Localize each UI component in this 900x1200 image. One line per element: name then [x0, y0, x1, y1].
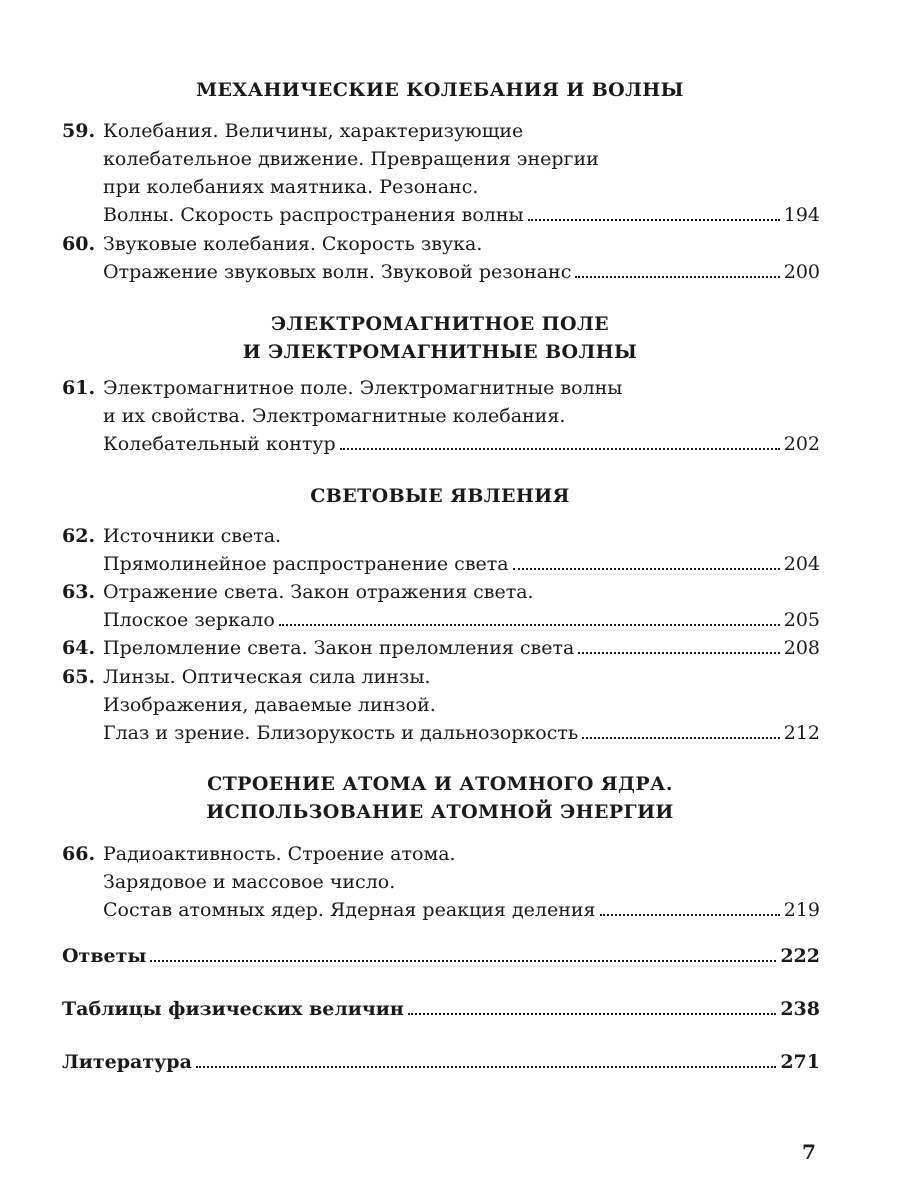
- entry-number: 63.: [62, 581, 96, 603]
- entry-number: 65.: [62, 666, 96, 688]
- entry-number: 61.: [62, 377, 96, 399]
- toc-entry-65[interactable]: [103, 719, 820, 747]
- toc-entry-answers[interactable]: [62, 942, 820, 970]
- dot-leader: [196, 1049, 776, 1068]
- toc-entry-61[interactable]: [103, 430, 820, 458]
- page-reference: 212: [783, 722, 820, 744]
- page-reference: 205: [783, 609, 820, 631]
- section-heading: МЕХАНИЧЕСКИЕ КОЛЕБАНИЯ И ВОЛНЫ: [196, 79, 684, 101]
- entry-text-line: Зарядовое и массовое число.: [103, 871, 396, 893]
- page-reference: 208: [783, 637, 820, 659]
- entry-text-line: Электромагнитное поле. Электромагнитные волны: [103, 377, 623, 399]
- toc-entry-63[interactable]: [103, 606, 820, 634]
- entry-text-line: Радиоактивность. Строение атома.: [103, 843, 456, 865]
- dot-leader: [582, 720, 780, 739]
- page-number: 7: [802, 1140, 816, 1164]
- page-reference: 202: [783, 433, 820, 455]
- entry-text-line: Преломление света. Закон преломления света: [103, 637, 575, 659]
- toc-entry-66[interactable]: [103, 896, 820, 924]
- entry-number: 66.: [62, 843, 96, 865]
- dot-leader: [150, 943, 776, 962]
- toc-entry-64[interactable]: [103, 634, 820, 662]
- entry-text-line: Отражение света. Закон отражения света.: [103, 581, 534, 603]
- entry-text-line: и их свойства. Электромагнитные колебания.: [103, 405, 566, 427]
- entry-text-line: Изображения, даваемые линзой.: [103, 694, 436, 716]
- toc-entry-62[interactable]: [103, 550, 820, 578]
- entry-text-line: Источники света.: [103, 525, 282, 547]
- entry-text-line: Глаз и зрение. Близорукость и дальнозоркость: [103, 722, 579, 744]
- back-matter-title: Литература: [62, 1051, 192, 1073]
- toc-entry-literature[interactable]: [62, 1048, 820, 1076]
- back-matter-title: Ответы: [62, 945, 147, 967]
- entry-text-line: Линзы. Оптическая сила линзы.: [103, 666, 431, 688]
- entry-number: 59.: [62, 120, 96, 142]
- toc-entry-59[interactable]: [103, 201, 820, 229]
- entry-number: 62.: [62, 525, 96, 547]
- page-reference: 200: [783, 261, 820, 283]
- dot-leader: [528, 202, 780, 221]
- entry-text-line: при колебаниях маятника. Резонанс.: [103, 176, 479, 198]
- entry-number: 64.: [62, 637, 96, 659]
- section-heading: ИСПОЛЬЗОВАНИЕ АТОМНОЙ ЭНЕРГИИ: [206, 801, 674, 823]
- entry-text-line: Звуковые колебания. Скорость звука.: [103, 233, 483, 255]
- section-heading: ЭЛЕКТРОМАГНИТНОЕ ПОЛЕ: [270, 313, 610, 335]
- dot-leader: [600, 897, 780, 916]
- back-matter-title: Таблицы физических величин: [62, 998, 404, 1020]
- entry-text-line: Плоское зеркало: [103, 609, 275, 631]
- dot-leader: [513, 551, 780, 570]
- dot-leader: [408, 996, 777, 1015]
- entry-text-line: Волны. Скорость распространения волны: [103, 204, 524, 226]
- section-heading: И ЭЛЕКТРОМАГНИТНЫЕ ВОЛНЫ: [242, 341, 638, 363]
- page-reference: 238: [780, 998, 820, 1020]
- entry-text-line: Состав атомных ядер. Ядерная реакция деления: [103, 899, 596, 921]
- section-heading: СВЕТОВЫЕ ЯВЛЕНИЯ: [310, 485, 570, 507]
- dot-leader: [279, 607, 780, 626]
- page-reference: 271: [780, 1051, 820, 1073]
- page-reference: 222: [780, 945, 820, 967]
- entry-text-line: колебательное движение. Превращения энергии: [103, 148, 599, 170]
- page-reference: 194: [783, 204, 820, 226]
- entry-number: 60.: [62, 233, 96, 255]
- section-heading: СТРОЕНИЕ АТОМА И АТОМНОГО ЯДРА.: [207, 773, 673, 795]
- page-reference: 219: [783, 899, 820, 921]
- toc-entry-tables[interactable]: [62, 995, 820, 1023]
- entry-text-line: Отражение звуковых волн. Звуковой резонанс: [103, 261, 572, 283]
- dot-leader: [575, 259, 779, 278]
- dot-leader: [578, 635, 779, 654]
- entry-text-line: Колебания. Величины, характеризующие: [103, 120, 524, 142]
- dot-leader: [340, 431, 780, 450]
- toc-entry-60[interactable]: [103, 258, 820, 286]
- page-reference: 204: [783, 553, 820, 575]
- entry-text-line: Колебательный контур: [103, 433, 336, 455]
- entry-text-line: Прямолинейное распространение света: [103, 553, 509, 575]
